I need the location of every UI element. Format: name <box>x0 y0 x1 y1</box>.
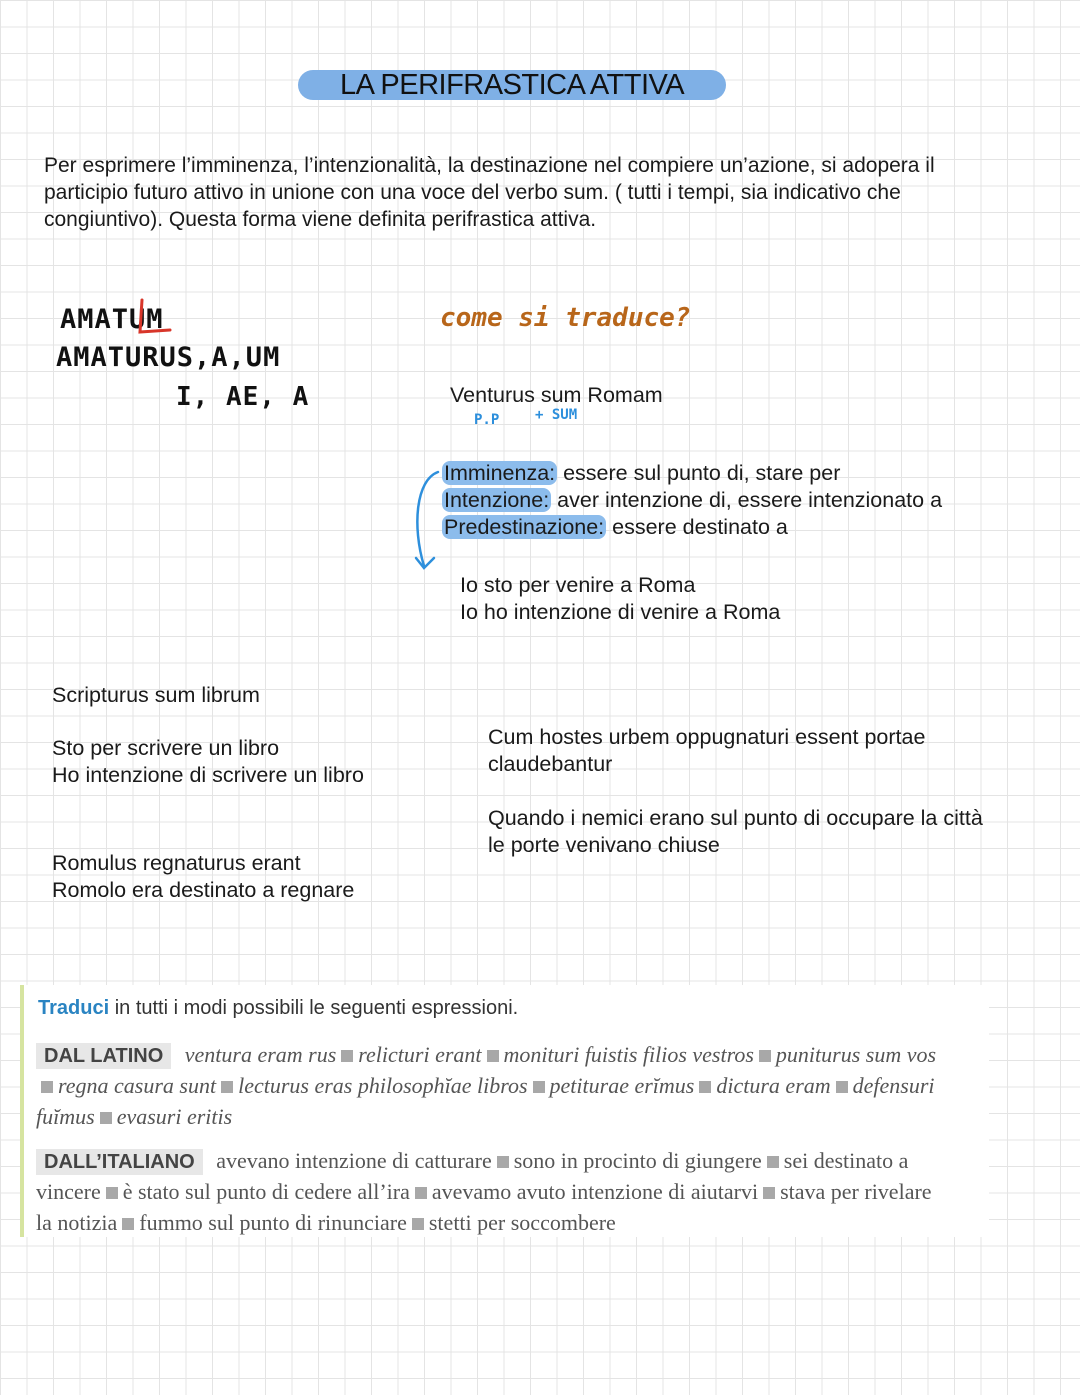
example2-translation: Ho intenzione di scrivere un libro <box>52 763 364 787</box>
example1-latin: Venturus sum Romam <box>450 383 663 407</box>
meaning-intenzione <box>442 487 942 514</box>
italian-tag: DALL’ITALIANO <box>36 1149 203 1175</box>
meaning-desc: aver intenzione di, essere intenzionato a <box>551 488 943 512</box>
exercise-keyword: Traduci <box>38 997 110 1019</box>
exercise-item: ventura eram rus <box>184 1042 337 1067</box>
handwritten-endings: I, AE, A <box>176 382 310 412</box>
intro-paragraph <box>44 152 1044 233</box>
meaning-imminenza <box>442 460 840 487</box>
meaning-term: Intenzione: <box>444 488 550 512</box>
exercise-item: defensuri fuĭmus <box>36 1073 935 1129</box>
example4-latin: claudebantur <box>488 752 613 776</box>
meaning-desc: essere destinato a <box>606 515 788 539</box>
handwritten-amatum: AMATUM <box>60 304 164 335</box>
exercise-instruction-text: in tutti i modi possibili le seguenti espressioni. <box>109 997 519 1019</box>
handwritten-pp: P.P <box>474 412 500 428</box>
exercise-item: avevamo avuto intenzione di aiutarvi <box>431 1179 759 1204</box>
handwritten-amaturus: AMATURUS,A,UM <box>56 342 281 373</box>
meaning-term: Predestinazione: <box>444 515 605 539</box>
example2-translation: Sto per scrivere un libro <box>52 736 280 760</box>
handwritten-plus-sum: + SUM <box>535 407 578 423</box>
exercise-item: puniturus sum vos <box>775 1042 937 1067</box>
example4-translation: le porte venivano chiuse <box>488 833 720 857</box>
exercise-item: evasuri eritis <box>116 1104 233 1129</box>
example3-translation: Romolo era destinato a regnare <box>52 878 355 902</box>
example1-translation: Io ho intenzione di venire a Roma <box>460 600 781 624</box>
page-title: LA PERIFRASTICA ATTIVA <box>298 70 726 100</box>
exercise-item: è stato sul punto di cedere all’ira <box>122 1179 410 1204</box>
exercise-item: sono in procinto di giungere <box>513 1148 762 1173</box>
exercise-item: monituri fuistis filios vestros <box>503 1042 754 1067</box>
exercise-item: regna casura sunt <box>58 1073 217 1098</box>
latin-tag: DAL LATINO <box>36 1043 171 1069</box>
exercise-item: petiturae erĭmus <box>549 1073 695 1098</box>
meaning-predestinazione <box>442 514 788 541</box>
example4-translation: Quando i nemici erano sul punto di occupare la città <box>488 806 983 830</box>
exercise-item: lecturus eras philosophĭae libros <box>238 1073 528 1098</box>
exercise-item: stetti per soccombere <box>428 1210 616 1235</box>
meaning-desc: essere sul punto di, stare per <box>557 461 841 485</box>
exercise-item: relicturi erant <box>358 1042 482 1067</box>
latin-exercise <box>36 1039 951 1132</box>
example3-latin: Romulus regnaturus erant <box>52 851 301 875</box>
intro-line: congiuntivo). Questa forma viene definita perifrastica attiva. <box>44 208 597 231</box>
italian-exercise <box>36 1145 951 1238</box>
curved-arrow-icon <box>410 466 450 578</box>
exercise-item: dictura eram <box>716 1073 831 1098</box>
example2-latin: Scripturus sum librum <box>52 683 260 707</box>
red-correction-mark <box>128 296 178 340</box>
intro-line: participio futuro attivo in unione con una voce del verbo sum. ( tutti i tempi, sia indicativo che <box>44 181 901 204</box>
example4-latin: Cum hostes urbem oppugnaturi essent portae <box>488 725 926 749</box>
handwritten-question: come si traduce? <box>440 303 691 333</box>
meaning-term: Imminenza: <box>444 461 556 485</box>
exercise-item: avevano intenzione di catturare <box>216 1148 492 1173</box>
intro-line: Per esprimere l’imminenza, l’intenzionalità, la destinazione nel compiere un’azione, si adopera il <box>44 154 935 177</box>
exercise-item: stava per rivelare la notizia <box>36 1179 932 1235</box>
exercise-item: sei destinato a vincere <box>36 1148 909 1204</box>
exercise-item: fummo sul punto di rinunciare <box>139 1210 407 1235</box>
example1-translation: Io sto per venire a Roma <box>460 573 696 597</box>
exercise-instruction <box>38 997 518 1020</box>
exercise-box <box>20 985 989 1237</box>
